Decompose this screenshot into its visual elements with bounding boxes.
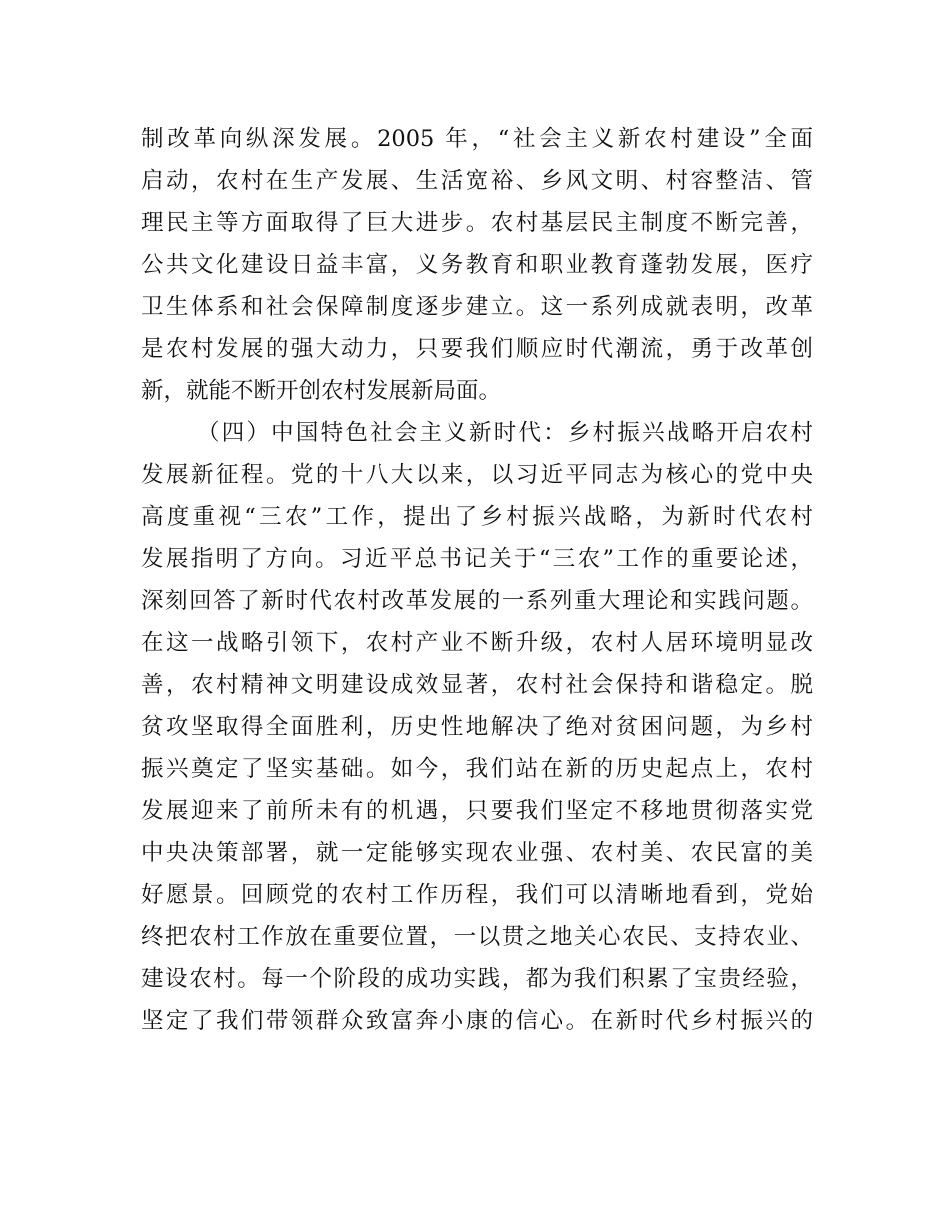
text-line: 发展新征程。党的十八大以来，以习近平同志为核心的党中央 [141, 462, 813, 488]
text-line: 善，农村精神文明建设成效显著，农村社会保持和谐稳定。脱 [141, 672, 813, 698]
text-line: 理民主等方面取得了巨大进步。农村基层民主制度不断完善， [141, 210, 813, 236]
text-line: 卫生体系和社会保障制度逐步建立。这一系列成就表明，改革 [141, 294, 813, 320]
text-line: 公共文化建设日益丰富，义务教育和职业教育蓬勃发展，医疗 [141, 252, 813, 278]
text-line: 制改革向纵深发展。2005 年，“社会主义新农村建设”全面 [141, 126, 813, 152]
text-line: 是农村发展的强大动力，只要我们顺应时代潮流，勇于改革创 [141, 336, 813, 362]
text-line: 发展指明了方向。习近平总书记关于“三农”工作的重要论述， [141, 546, 813, 572]
text-line: 发展迎来了前所未有的机遇，只要我们坚定不移地贯彻落实党 [141, 798, 813, 824]
body-text [141, 118, 813, 1084]
text-line: 高度重视“三农”工作，提出了乡村振兴战略，为新时代农村 [141, 504, 813, 530]
text-line: 启动，农村在生产发展、生活宽裕、乡风文明、村容整洁、管 [141, 168, 813, 194]
text-line: 贫攻坚取得全面胜利，历史性地解决了绝对贫困问题，为乡村 [141, 714, 813, 740]
text-line: 好愿景。回顾党的农村工作历程，我们可以清晰地看到，党始 [141, 882, 813, 908]
text-line: 在这一战略引领下，农村产业不断升级，农村人居环境明显改 [141, 630, 813, 656]
section-heading-line: （四）中国特色社会主义新时代：乡村振兴战略开启农村 [197, 420, 813, 446]
text-line [141, 1042, 813, 1084]
text-line: 振兴奠定了坚实基础。如今，我们站在新的历史起点上，农村 [141, 756, 813, 782]
text-line: 中央决策部署，就一定能够实现农业强、农村美、农民富的美 [141, 840, 813, 866]
text-line: 建设农村。每一个阶段的成功实践，都为我们积累了宝贵经验， [141, 966, 813, 992]
text-line: 坚定了我们带领群众致富奔小康的信心。在新时代乡村振兴的 [141, 1008, 813, 1034]
text-line: 深刻回答了新时代农村改革发展的一系列重大理论和实践问题。 [141, 588, 813, 614]
paragraph-2 [141, 412, 813, 1084]
paragraph-1 [141, 118, 813, 412]
text-line: 新，就能不断开创农村发展新局面。 [141, 378, 502, 404]
text-line: 终把农村工作放在重要位置，一以贯之地关心农民、支持农业、 [141, 924, 813, 950]
